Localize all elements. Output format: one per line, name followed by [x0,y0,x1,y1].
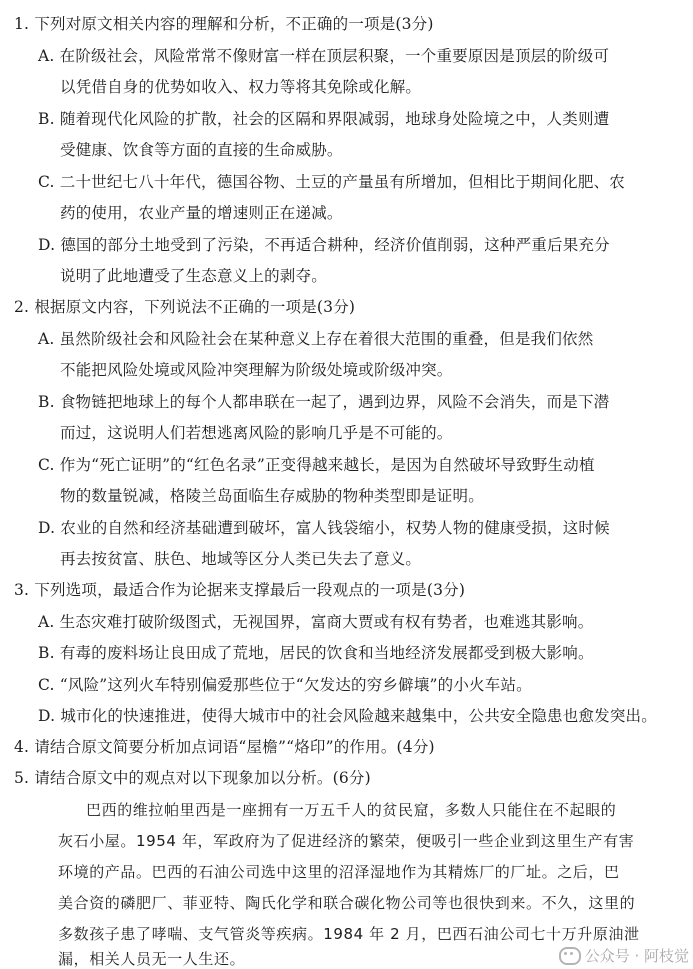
passage-line-1: 巴西的维拉帕里西是一座拥有一万五千人的贫民窟，多数人只能住在不起眼的 [86,801,617,819]
question-1-option-b-cont: 受健康、饮食等方面的直接的生命威胁。 [60,141,343,159]
question-1-option-d: D. 德国的部分土地受到了污染，不再适合耕种，经济价值削弱，这种严重后果充分 [38,236,610,254]
question-3-option-b: B. 有毒的废料场让良田成了荒地，居民的饮食和当地经济发展都受到极大影响。 [38,644,594,662]
passage-line-6: 漏，相关人员无一人生还。 [58,950,246,968]
question-4-stem: 4. 请结合原文简要分析加点词语“屋檐”“烙印”的作用。(4分) [14,738,435,756]
passage-line-2: 灰石小屋。1954 年，军政府为了促进经济的繁荣，便吸引一些企业到这里生产有害 [58,832,635,850]
question-1-stem: 1. 下列对原文相关内容的理解和分析，不正确的一项是(3分) [14,15,434,33]
question-2-option-d: D. 农业的自然和经济基础遭到破坏，富人钱袋缩小，权势人物的健康受损，这时候 [38,519,610,537]
question-1-option-a-cont: 以凭借自身的优势如收入、权力等将其免除或化解。 [60,78,422,96]
question-2-option-a: A. 虽然阶级社会和风险社会在某种意义上存在着很大范围的重叠，但是我们依然 [38,330,594,348]
question-2-option-c: C. 作为“死亡证明”的“红色名录”正变得越来越长，是因为自然破坏导致野生动植 [38,456,595,474]
question-1-option-c-cont: 药的使用，农业产量的增速则正在递减。 [60,204,343,222]
watermark [559,945,689,966]
question-2-option-a-cont: 不能把风险处境或风险冲突理解为阶级处境或阶级冲突。 [60,361,453,379]
question-5-stem: 5. 请结合原文中的观点对以下现象加以分析。(6分) [14,769,371,787]
question-1-option-a: A. 在阶级社会，风险常常不像财富一样在顶层积聚，一个重要原因是顶层的阶级可 [38,47,610,65]
passage-line-4: 美合资的磷肥厂、菲亚特、陶氏化学和联合碳化物公司等也很快到来。不久，这里的 [58,894,636,912]
question-3-option-c: C. “风险”这列火车特别偏爱那些位于“欠发达的穷乡僻壤”的小火车站。 [38,676,532,694]
question-2-option-b: B. 食物链把地球上的每个人都串联在一起了，遇到边界，风险不会消失，而是下潜 [38,393,610,411]
question-3-option-a: A. 生态灾难打破阶级图式，无视国界，富商大贾或有权有势者，也难逃其影响。 [38,613,594,631]
question-2-option-b-cont: 而过，这说明人们若想逃离风险的影响几乎是不可能的。 [60,424,453,442]
question-2-option-c-cont: 物的数量锐减，格陵兰岛面临生存威胁的物种类型即是证明。 [60,487,484,505]
question-3-stem: 3. 下列选项，最适合作为论据来支撑最后一段观点的一项是(3分) [14,581,466,599]
wechat-icon [559,947,581,965]
question-1-option-c: C. 二十世纪七八十年代，德国谷物、土豆的产量虽有所增加，但相比于期间化肥、农 [38,173,625,191]
question-2-option-d-cont: 再去按贫富、肤色、地域等区分人类已失去了意义。 [60,550,422,568]
question-1-option-b: B. 随着现代化风险的扩散，社会的区隔和界限减弱，地球身处险境之中，人类则遭 [38,110,610,128]
question-3-option-d: D. 城市化的快速推进，使得大城市中的社会风险越来越集中，公共安全隐患也愈发突出。 [38,707,657,725]
passage-line-5: 多数孩子患了哮喘、支气管炎等疾病。1984 年 2 月，巴西石油公司七十万升原油泄 [58,925,640,943]
question-1-option-d-cont: 说明了此地遭受了生态意义上的剥夺。 [60,267,327,285]
question-2-stem: 2. 根据原文内容，下列说法不正确的一项是(3分) [14,298,356,316]
watermark-text: 公众号 · 阿枝觉 [584,947,689,965]
passage-line-3: 环境的产品。巴西的石油公司选中这里的沼泽湿地作为其精炼厂的厂址。之后，巴 [58,863,620,881]
